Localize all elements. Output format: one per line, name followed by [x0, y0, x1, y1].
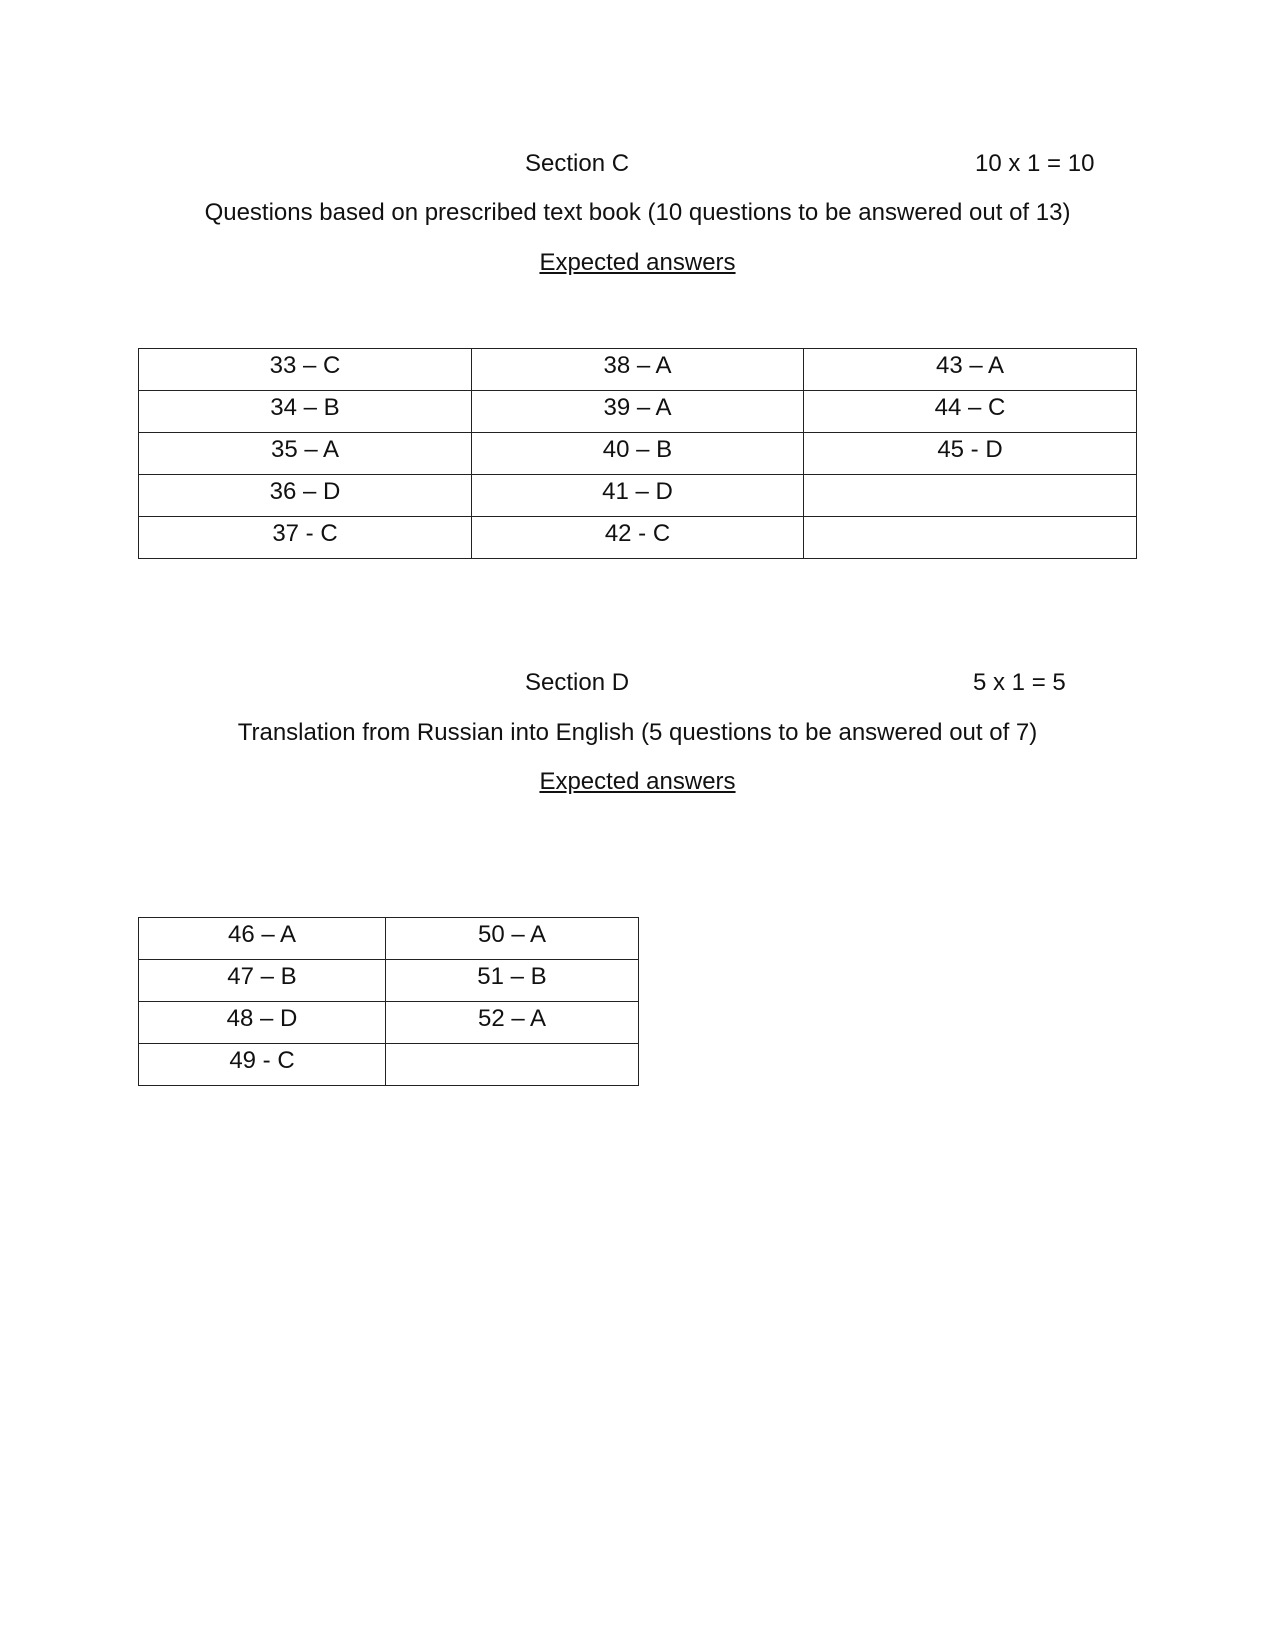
answer-cell: 45 - D: [804, 433, 1137, 475]
answer-cell: [386, 1044, 639, 1086]
table-row: [139, 349, 1137, 391]
table-row: [139, 391, 1137, 433]
answer-cell: 50 – A: [386, 918, 639, 960]
answer-cell: 41 – D: [472, 475, 804, 517]
answer-cell: 43 – A: [804, 349, 1137, 391]
answer-cell: 46 – A: [139, 918, 386, 960]
table-row: [139, 517, 1137, 559]
answer-cell: 38 – A: [472, 349, 804, 391]
table-row: [139, 1044, 639, 1086]
section-d-answer-table: [138, 917, 639, 1086]
answer-cell: 42 - C: [472, 517, 804, 559]
answer-cell: 34 – B: [139, 391, 472, 433]
answer-cell: 33 – C: [139, 349, 472, 391]
answer-cell: 51 – B: [386, 960, 639, 1002]
answer-cell: 35 – A: [139, 433, 472, 475]
answer-cell: 52 – A: [386, 1002, 639, 1044]
answer-cell: 49 - C: [139, 1044, 386, 1086]
section-c-answer-table: [138, 348, 1137, 559]
section-d-marks: 5 x 1 = 5: [973, 669, 1066, 696]
table-row: [139, 960, 639, 1002]
section-d-title: Section D: [525, 669, 630, 696]
answer-cell: 47 – B: [139, 960, 386, 1002]
section-d-description: Translation from Russian into English (5 questions to be answered out of 7): [237, 719, 1038, 746]
section-c-subtitle: Expected answers: [539, 249, 736, 276]
section-d-subtitle: Expected answers: [539, 768, 736, 795]
section-c-marks: 10 x 1 = 10: [975, 150, 1095, 177]
table-row: [139, 918, 639, 960]
table-row: [139, 475, 1137, 517]
answer-cell: 44 – C: [804, 391, 1137, 433]
answer-cell: 39 – A: [472, 391, 804, 433]
answer-cell: 37 - C: [139, 517, 472, 559]
table-row: [139, 433, 1137, 475]
answer-cell: 40 – B: [472, 433, 804, 475]
section-c-description: Questions based on prescribed text book (10 questions to be answered out of 13): [204, 199, 1071, 226]
answer-cell: [804, 517, 1137, 559]
table-row: [139, 1002, 639, 1044]
section-c-title: Section C: [525, 150, 630, 177]
answer-cell: [804, 475, 1137, 517]
answer-cell: 36 – D: [139, 475, 472, 517]
answer-cell: 48 – D: [139, 1002, 386, 1044]
